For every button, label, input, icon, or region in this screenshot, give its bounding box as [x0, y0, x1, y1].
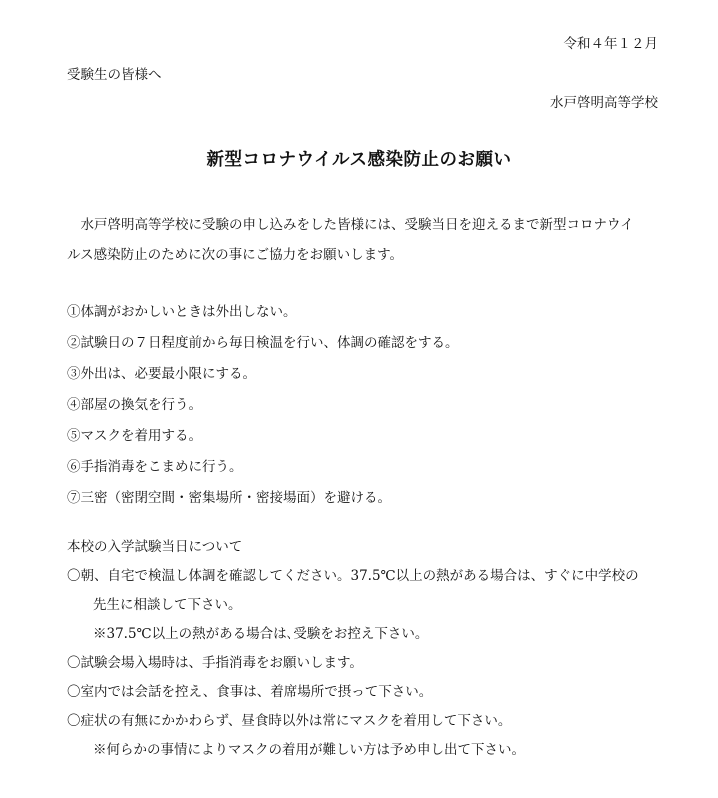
rule-item-2: ②試験日の７日程度前から毎日検温を行い、体調の確認をする。 — [67, 335, 459, 351]
rule-item-5: ⑤マスクを着用する。 — [67, 428, 202, 444]
rule-item-4: ④部屋の換気を行う。 — [67, 397, 202, 413]
recipient-line: 受験生の皆様へ — [67, 67, 162, 83]
rule-item-6: ⑥手指消毒をこまめに行う。 — [67, 459, 243, 475]
intro-paragraph — [67, 210, 667, 270]
exam-item-temperature-cont: 先生に相談して下さい。 — [93, 597, 242, 613]
exam-item-meal: 〇室内では会話を控え、食事は、着席場所で摂って下さい。 — [67, 684, 433, 700]
exam-item-mask: 〇症状の有無にかかわらず、昼食時以外は常にマスクを着用して下さい。 — [67, 713, 512, 729]
document-title: 新型コロナウイルス感染防止のお願い — [206, 150, 512, 170]
exam-day-heading: 本校の入学試験当日について — [67, 539, 243, 555]
exam-item-disinfect: 〇試験会場入場時は、手指消毒をお願いします。 — [67, 655, 363, 671]
intro-line-1: 水戸啓明高等学校に受験の申し込みをした皆様には、受験当日を迎えるまで新型コロナウイ — [67, 217, 634, 233]
exam-day-list — [67, 562, 639, 765]
sender-school: 水戸啓明高等学校 — [550, 95, 658, 111]
intro-line-2: ルス感染防止のために次の事にご協力をお願いします。 — [67, 247, 404, 263]
exam-note-fever: ※37.5℃以上の熱がある場合は､受験をお控え下さい。 — [93, 626, 429, 642]
rule-item-1: ①体調がおかしいときは外出しない。 — [67, 304, 297, 320]
exam-note-mask-exception: ※何らかの事情によりマスクの着用が難しい方は予め申し出て下さい。 — [93, 742, 525, 758]
rule-item-7: ⑦三密（密閉空間・密集場所・密接場面）を避ける。 — [67, 490, 391, 506]
rule-item-3: ③外出は、必要最小限にする。 — [67, 366, 256, 382]
exam-item-temperature: 〇朝、自宅で検温し体調を確認してください。37.5℃以上の熱がある場合は、すぐに中学校の — [67, 568, 639, 584]
document-date: 令和４年１２月 — [563, 36, 658, 52]
prevention-rules-list — [67, 297, 459, 514]
